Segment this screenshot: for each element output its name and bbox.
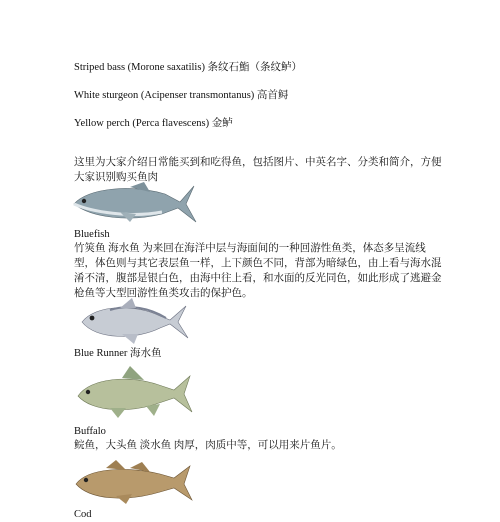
species-line-white-sturgeon: White sturgeon (Acipenser transmontanus) 高首鲟: [74, 90, 289, 101]
fish-name-blue-runner: Blue Runner 海水鱼: [74, 348, 162, 359]
fish-description-buffalo: 鲩鱼，大头鱼 淡水鱼 肉厚，肉质中等，可以用来片鱼片。: [74, 440, 342, 451]
species-line-striped-bass: Striped bass (Morone saxatilis) 条纹石鮨（条纹鲈）: [74, 62, 303, 73]
bluefish-image: [70, 178, 200, 228]
blue-runner-image: [70, 296, 195, 346]
fish-description-bluefish: 竹筴鱼 海水鱼 为来回在海洋中层与海面间的一种回游性鱼类，体态多呈流线型，体色则与其它表层鱼一样，上下颜色不同，背部为暗绿色，由上看与海水混淆不清，腹部是银白色，由海中往上看，和水面的反光同色，如此形成了逃避金枪鱼等大型回游性鱼类攻击的保护色。: [74, 243, 442, 299]
fish-name-buffalo: Buffalo: [74, 426, 106, 437]
buffalo-image: [70, 364, 200, 420]
fish-name-bluefish: Bluefish: [74, 229, 110, 240]
fish-name-cod: Cod: [74, 509, 92, 520]
species-line-yellow-perch: Yellow perch (Perca flavescens) 金鲈: [74, 118, 233, 129]
intro-paragraph: 这里为大家介绍日常能买到和吃得鱼，包括图片、中英名字、分类和简介，方便大家识别购买鱼肉: [74, 157, 442, 183]
cod-image: [70, 456, 200, 506]
